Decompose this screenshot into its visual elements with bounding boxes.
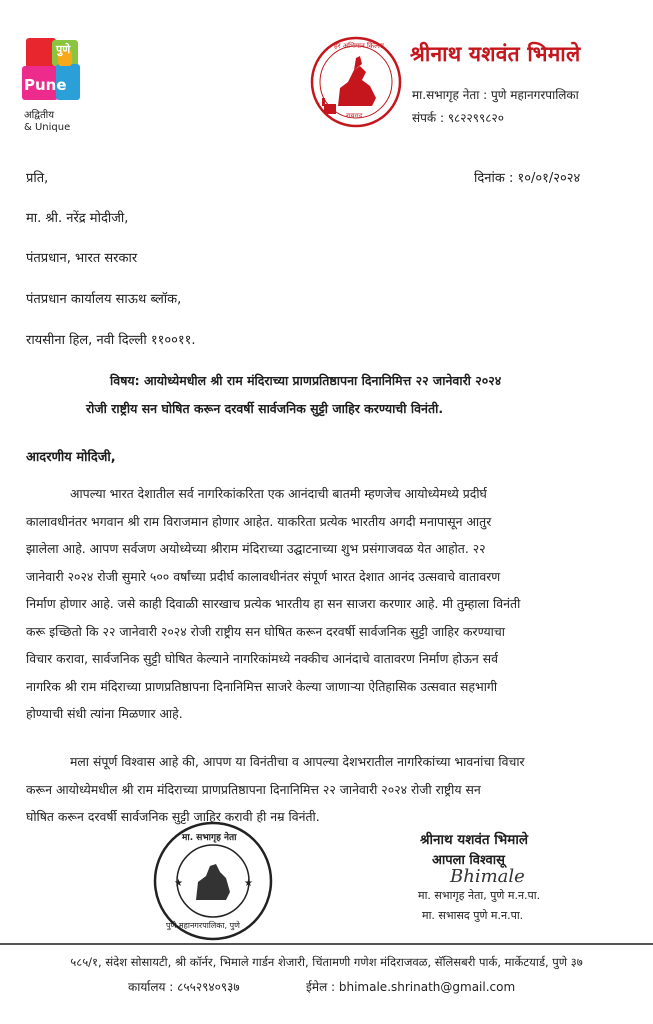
to-label: प्रति, (26, 171, 49, 186)
para1-line: कालावधीनंतर भगवान श्री राम विराजमान होणार आहेत. याकरिता प्रत्येक भारतीय अगदी मनापासून आतुर (26, 513, 492, 529)
logo-tagline-mr: अद्वितीय (24, 110, 55, 121)
letter-date: दिनांक : १०/०१/२०२४ (474, 171, 581, 186)
para2-line: करून आयोध्येमधील श्री राम मंदिराच्या प्राणप्रतिष्ठापना दिनानिमित्त २२ जानेवारी २०२४ रोजी राष्ट्रीय सन (26, 781, 481, 797)
body-paragraph-1 (26, 480, 634, 728)
footer-email: ईमेल : bhimale.shrinath@gmail.com (306, 980, 516, 994)
para1-line: होण्याची संधी त्यांना मिळणार आहे. (26, 706, 183, 721)
salutation: आदरणीय मोदिजी, (26, 450, 116, 465)
body-paragraph-2 (26, 748, 634, 831)
recipient-office: पंतप्रधान कार्यालय साऊथ ब्लॉक, (26, 292, 182, 307)
emblem-bottom-text: रायगड (346, 112, 363, 120)
para1-line: निर्माण होणार आहे. जसे काही दिवाळी सारखाच प्रत्येक भारतीय हा सन साजरा करणार आहे. मी तुम्हाला विनंती (26, 596, 521, 611)
signature-scribble: Bhimale (450, 866, 525, 887)
para2-line: घोषित करून दरवर्षी सार्वजनिक सुट्टी जाहिर करावी ही नम्र विनंती. (26, 809, 320, 824)
raigad-emblem (310, 36, 402, 128)
logo-text-en: Pune (24, 76, 67, 94)
emblem-top-text: हर अभिमान किल्ला (334, 42, 384, 50)
header-contact: संपर्क : ९८२२९९८२० (412, 111, 504, 125)
footer-address: ५८५/१, संदेश सोसायटी, श्री कॉर्नर, भिमाले गार्डन शेजारी, चिंतामणी गणेश मंदिराजवळ, सॅलिसबरी पार्क, मार्केटयार्ड, पुणे ३७ (70, 955, 583, 969)
para1-line: नागरिक श्री राम मंदिराच्या प्राणप्रतिष्ठापना दिनानिमित्त साजरे केल्या जाणाऱ्या ऐतिहासिक उत्सवात सहभागी (26, 678, 498, 694)
logo-tagline-en: & Unique (24, 122, 71, 133)
signature-name: श्रीनाथ यशवंत भिमाले (420, 832, 528, 848)
recipient-name: मा. श्री. नरेंद्र मोदीजी, (26, 211, 129, 226)
official-seal (152, 820, 274, 942)
para1-line: झालेला आहे. आपण सर्वजण अयोध्येच्या श्रीराम मंदिराच्या उद्घाटनाच्या शुभ प्रसंगाजवळ येत आहोत. २२ (26, 541, 486, 556)
para1-line: विचार करावा, सार्वजनिक सुट्टी घोषित केल्याने नागरिकांमध्ये नक्कीच आनंदाचे वातावरण निर्माण होऊन सर्व (26, 651, 499, 666)
footer-office-phone: कार्यालय : ८५५२९४०९३७ (128, 980, 240, 994)
recipient-address: रायसीना हिल, नवी दिल्ली ११००११. (26, 333, 196, 348)
seal-top-text: मा. सभागृह नेता (182, 833, 237, 843)
para2-line: मला संपूर्ण विश्वास आहे की, आपण या विनंतीचा व आपल्या देशभरातील नागरिकांच्या भावनांचा विचार (70, 754, 525, 769)
signature-line-2: मा. सभासद पुणे म.न.पा. (422, 909, 524, 922)
para1-line: जानेवारी २०२४ रोजी सुमारे ५०० वर्षांच्या प्रदीर्घ कालावधीनंतर संपूर्ण भारत देशात आनंद उत्सवाचे वातावरण (26, 568, 501, 584)
svg-text:★: ★ (174, 878, 183, 889)
logo-tagline (24, 110, 70, 134)
pune-logo (22, 38, 84, 108)
subject-line-1: विषय: आयोध्येमधील श्री राम मंदिराच्या प्राणप्रतिष्ठापना दिनानिमित्त २२ जानेवारी २०२४ (110, 373, 502, 388)
subject-line-2: रोजी राष्ट्रीय सन घोषित करून दरवर्षी सार्वजनिक सुट्टी जाहिर करण्याची विनंती. (86, 401, 444, 416)
para1-line: करू इच्छितो कि २२ जानेवारी २०२४ रोजी राष्ट्रीय सन घोषित करून दरवर्षी सार्वजनिक सुट्टी जाहिर करण्याचा (26, 623, 505, 639)
svg-text:★: ★ (244, 878, 253, 889)
signature-closing: आपला विश्वासू (432, 853, 505, 868)
footer-divider (0, 943, 653, 945)
recipient-title: पंतप्रधान, भारत सरकार (26, 251, 138, 266)
header-post: मा.सभागृह नेता : पुणे महानगरपालिका (412, 88, 579, 102)
logo-text: पुणे (56, 43, 71, 56)
signature-line-1: मा. सभागृह नेता, पुणे म.न.पा. (418, 889, 541, 902)
seal-bottom-text: पुणे महानगरपालिका, पुणे (166, 921, 240, 930)
para1-line: आपल्या भारत देशातील सर्व नागरिकांकरिता एक आनंदाची बातमी म्हणजेच आयोध्येमध्ये प्रदीर्घ (70, 486, 487, 501)
header-name: श्रीनाथ यशवंत भिमाले (410, 41, 581, 66)
